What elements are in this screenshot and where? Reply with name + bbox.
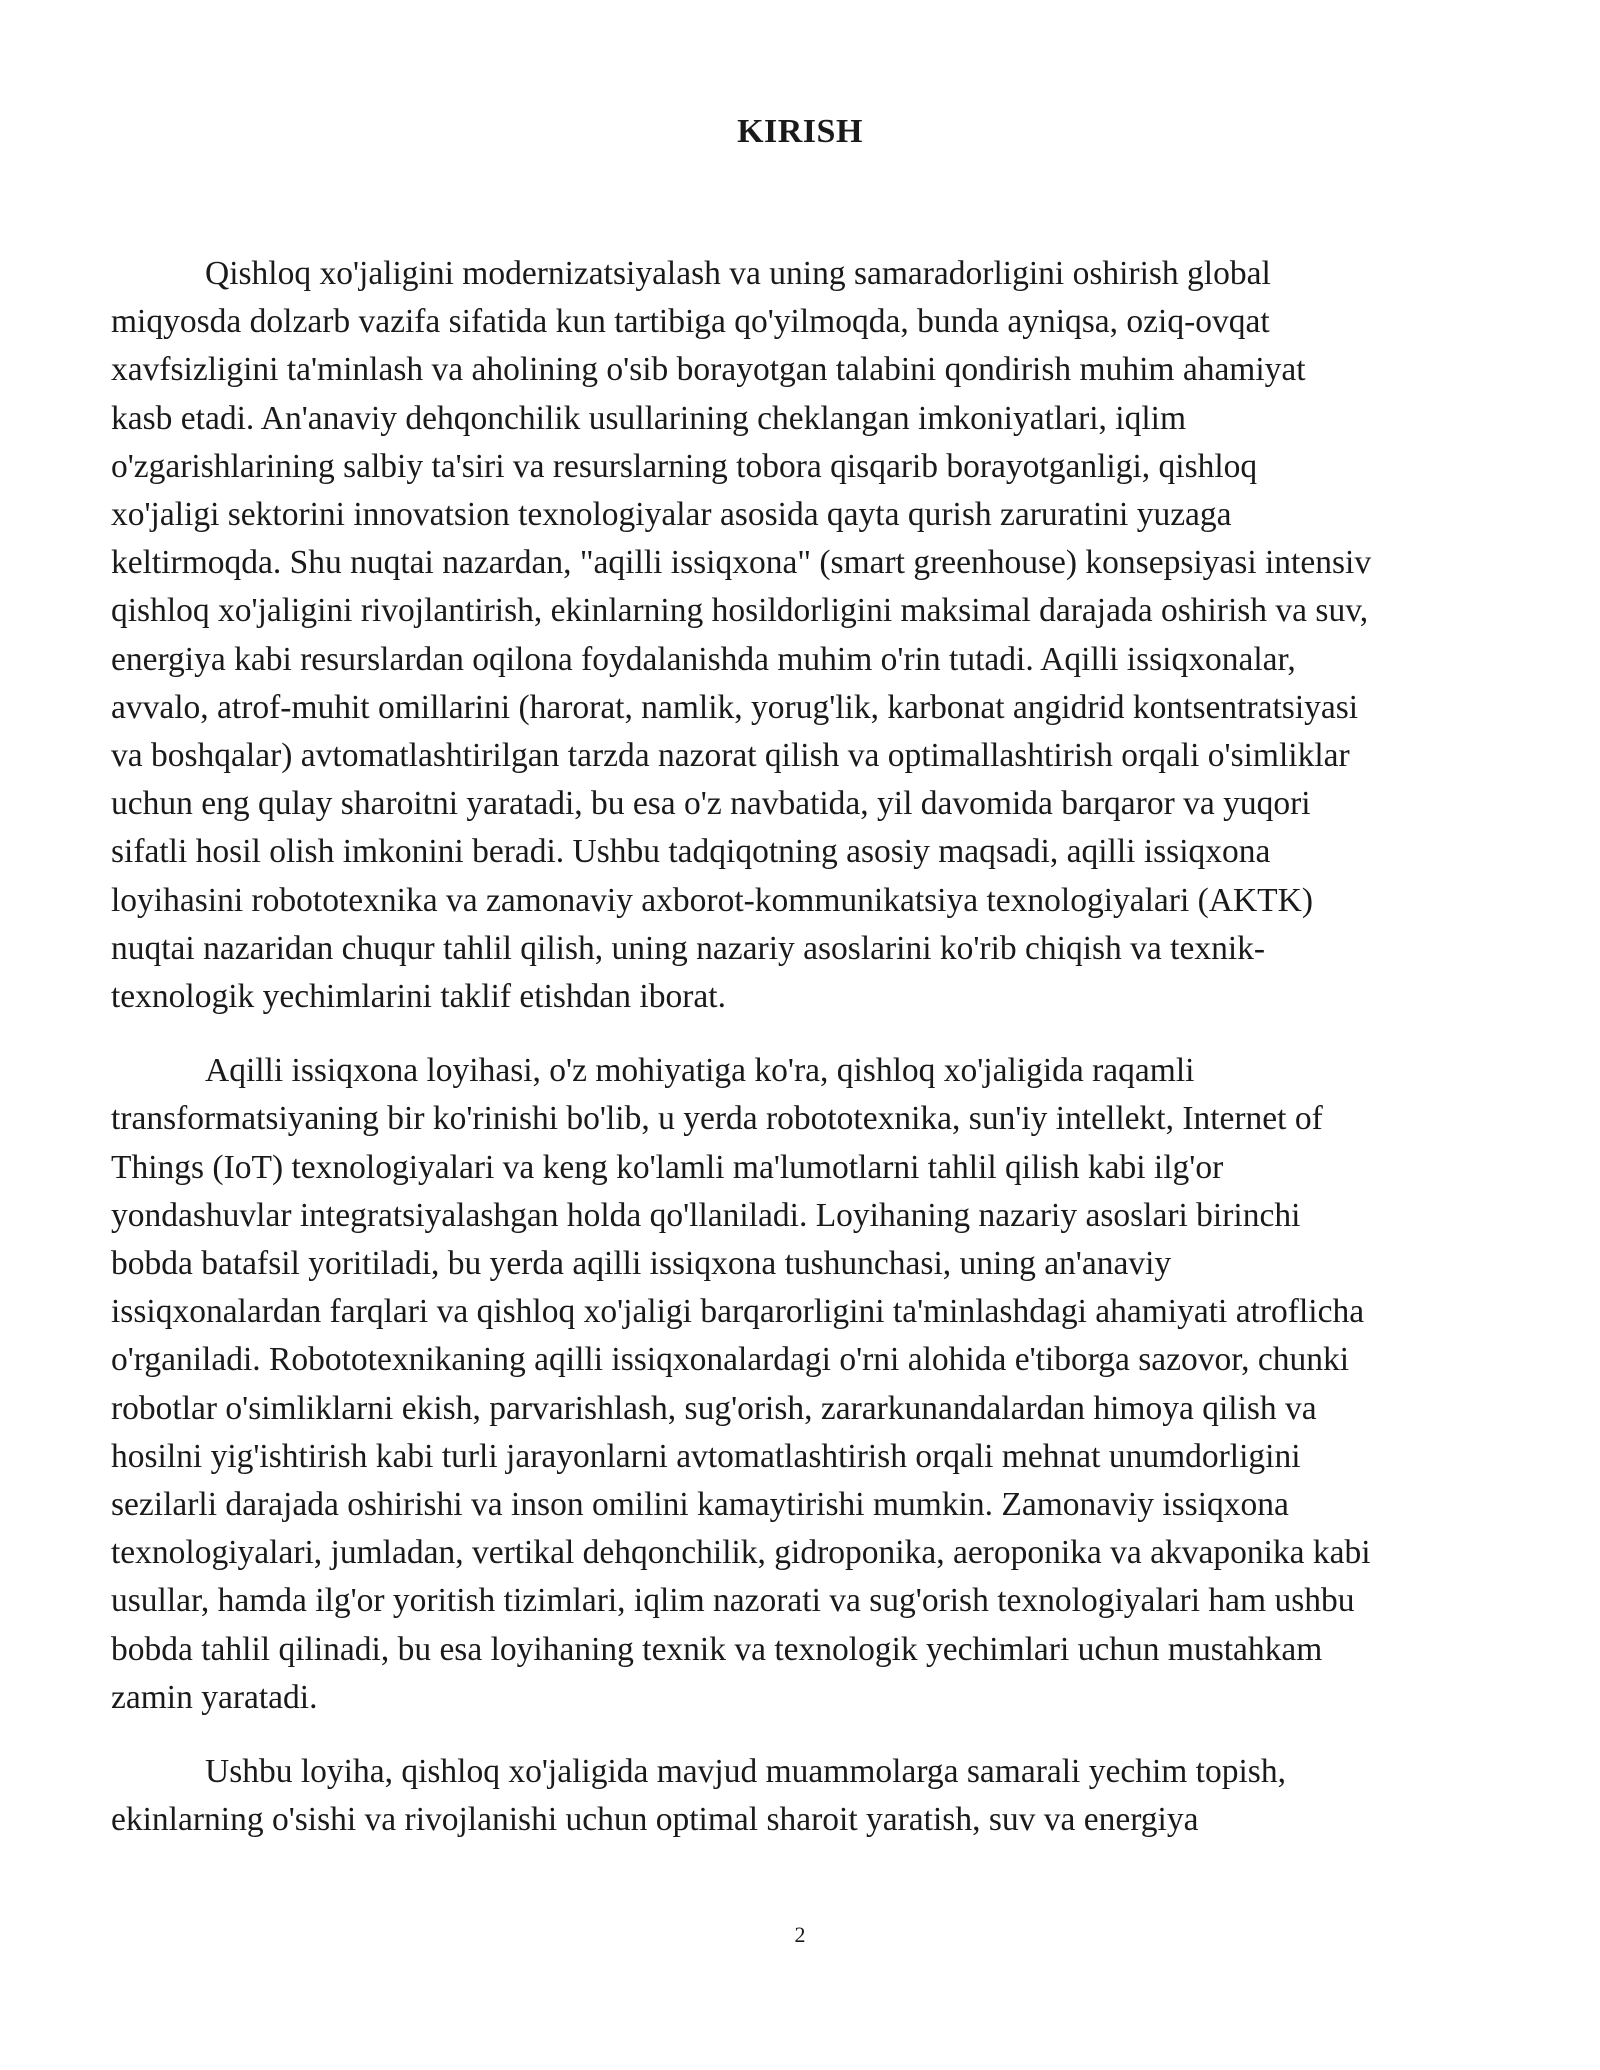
paragraph-line: Aqilli issiqxona loyihasi, o'z mohiyatiga ko'ra, qishloq xo'jaligida raqamli [205,1052,1195,1090]
paragraph-line: uchun eng qulay sharoitni yaratadi, bu esa o'z navbatida, yil davomida barqaror va yuqori [111,785,1311,823]
paragraph-line: avvalo, atrof-muhit omillarini (harorat, namlik, yorug'lik, karbonat angidrid kontsentratsiyasi [111,688,1359,726]
paragraph-line: kasb etadi. An'anaviy dehqonchilik usullarining cheklangan imkoniyatlari, iqlim [111,399,1187,437]
paragraph-line: Things (IoT) texnologiyalari va keng ko'lamli ma'lumotlarni tahlil qilish kabi ilg'or [111,1148,1224,1186]
paragraph-1 [111,250,1489,1021]
paragraph-line: energiya kabi resurslardan oqilona foydalanishda muhim o'rin tutadi. Aqilli issiqxonalar, [111,640,1296,678]
paragraph-line: bobda batafsil yoritiladi, bu yerda aqilli issiqxona tushunchasi, uning an'anaviy [111,1245,1172,1283]
paragraph-line: robotlar o'simliklarni ekish, parvarishlash, sug'orish, zararkunandalardan himoya qilish va [111,1389,1317,1427]
paragraph-line: va boshqalar) avtomatlashtirilgan tarzda nazorat qilish va optimallashtirish orqali o'simliklar [111,737,1350,775]
paragraph-line: zamin yaratadi. [111,1678,318,1716]
paragraph-line: ekinlarning o'sishi va rivojlanishi uchun optimal sharoit yaratish, suv va energiya [111,1801,1199,1839]
paragraph-line: sifatli hosil olish imkonini beradi. Ushbu tadqiqotning asosiy maqsadi, aqilli issiqxona [111,833,1271,871]
paragraph-line: miqyosda dolzarb vazifa sifatida kun tartibiga qo'yilmoqda, bunda ayniqsa, oziq-ovqat [111,303,1270,341]
paragraph-line: xo'jaligi sektorini innovatsion texnologiyalar asosida qayta qurish zaruratini yuzaga [111,496,1232,534]
paragraph-line: transformatsiyaning bir ko'rinishi bo'lib, u yerda robototexnika, sun'iy intellekt, Internet of [111,1100,1323,1138]
paragraph-line: qishloq xo'jaligini rivojlantirish, ekinlarning hosildorligini maksimal darajada oshirish va suv, [111,592,1369,630]
paragraph-line: keltirmoqda. Shu nuqtai nazardan, "aqilli issiqxona" (smart greenhouse) konsepsiyasi intensiv [111,544,1372,582]
paragraph-line: texnologiyalari, jumladan, vertikal dehqonchilik, gidroponika, aeroponika va akvaponika kabi [111,1534,1371,1572]
page-title: KIRISH [737,113,863,150]
paragraph-line: loyihasini robototexnika va zamonaviy axborot-kommunikatsiya texnologiyalari (AKTK) [111,881,1313,919]
paragraph-2 [111,1047,1489,1722]
paragraph-line: yondashuvlar integratsiyalashgan holda qo'llaniladi. Loyihaning nazariy asoslari birinchi [111,1196,1301,1234]
body-text [111,250,1489,1871]
page-number: 2 [794,1922,806,1947]
paragraph-line: xavfsizligini ta'minlash va aholining o'sib borayotgan talabini qondirish muhim ahamiyat [111,351,1306,389]
paragraph-line: issiqxonalardan farqlari va qishloq xo'jaligi barqarorligini ta'minlashdagi ahamiyati atroflicha [111,1293,1365,1331]
paragraph-line: o'zgarishlarining salbiy ta'siri va resurslarning tobora qisqarib borayotganligi, qishloq [111,447,1258,485]
paragraph-line: texnologik yechimlarini taklif etishdan iborat. [111,978,726,1016]
paragraph-3 [111,1748,1489,1844]
paragraph-line: bobda tahlil qilinadi, bu esa loyihaning texnik va texnologik yechimlari uchun mustahkam [111,1630,1323,1668]
paragraph-line: nuqtai nazaridan chuqur tahlil qilish, uning nazariy asoslarini ko'rib chiqish va texnik- [111,929,1266,967]
paragraph-line: hosilni yig'ishtirish kabi turli jarayonlarni avtomatlashtirish orqali mehnat unumdorligini [111,1437,1301,1475]
paragraph-line: Qishloq xo'jaligini modernizatsiyalash va uning samaradorligini oshirish global [205,255,1271,292]
paragraph-line: sezilarli darajada oshirishi va inson omilini kamaytirishi mumkin. Zamonaviy issiqxona [111,1486,1289,1524]
paragraph-line: Ushbu loyiha, qishloq xo'jaligida mavjud muammolarga samarali yechim topish, [205,1753,1286,1791]
paragraph-line: usullar, hamda ilg'or yoritish tizimlari, iqlim nazorati va sug'orish texnologiyalari ham ushbu [111,1582,1355,1620]
paragraph-line: o'rganiladi. Robototexnikaning aqilli issiqxonalardagi o'rni alohida e'tiborga sazovor, chunki [111,1341,1350,1379]
